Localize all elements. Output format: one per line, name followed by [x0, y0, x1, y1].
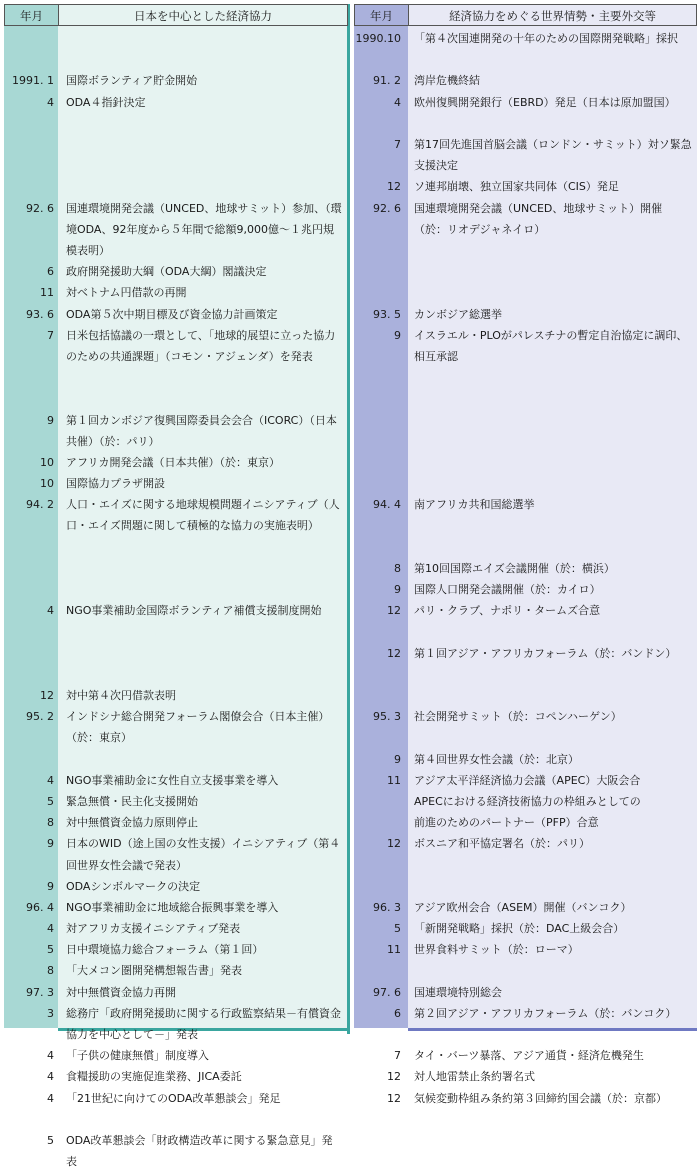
right-date-cell: 8 [394, 561, 401, 575]
left-event-cell: NGO事業補助金に地域総合振興事業を導入 [66, 900, 279, 914]
left-event-cell: 政府開発援助大綱（ODA大綱）閣議決定 [66, 265, 267, 279]
left-date-cell: 5 [47, 1134, 54, 1148]
left-event-cell: 総務庁「政府開発援助に関する行政監察結果－有償資金協力を中心として－」発表 [66, 1006, 341, 1042]
right-event-cell: パリ・クラブ、ナポリ・タームズ合意 [414, 604, 601, 618]
table-row [0, 410, 700, 452]
table-row [0, 261, 700, 282]
right-event-cell: 第１回アジア・アフリカフォーラム（於：バンドン） [414, 646, 677, 660]
table-row [0, 600, 700, 642]
left-event-cell: 対アフリカ支援イニシアティブ発表 [66, 922, 241, 936]
table-row [0, 770, 700, 791]
right-date-cell: 95. 3 [373, 710, 401, 724]
left-date-cell: 10 [40, 477, 54, 491]
left-event-cell: ODA４指針決定 [66, 95, 146, 109]
right-event-cell: 南アフリカ共和国総選挙 [414, 498, 535, 512]
table-row [0, 304, 700, 325]
left-event-cell: インドシナ総合開発フォーラム閣僚会合（日本主催）（於：東京） [66, 710, 330, 745]
left-event-cell: 対中無償資金協力原則停止 [66, 816, 198, 830]
right-event-cell: 欧州復興開発銀行（EBRD）発足（日本は原加盟国） [414, 95, 676, 109]
right-event-cell: 「第４次国連開発の十年のための国際開発戦略」採択 [414, 32, 678, 45]
right-date-cell: 93. 5 [373, 307, 401, 321]
left-event-cell: 「子供の健康無償」制度導入 [66, 1049, 209, 1063]
right-event-cell: 国連環境開発会議（UNCED、地球サミット）開催（於：リオデジャネイロ） [414, 201, 663, 236]
left-event-cell: 「大メコン圏開発構想報告書」発表 [66, 964, 242, 978]
table-row [0, 897, 700, 918]
right-event-cell: ソ連邦崩壊、独立国家共同体（CIS）発足 [414, 180, 619, 194]
table-row [0, 812, 700, 833]
right-date-cell: 7 [394, 137, 401, 151]
right-event-cell: 前進のためのパートナー（PFP）合意 [414, 816, 599, 830]
table-row [0, 685, 700, 706]
left-event-cell: 国際ボランティア貯金開始 [66, 74, 198, 88]
table-row [0, 473, 700, 494]
table-row [0, 749, 700, 770]
left-date-cell: 5 [47, 794, 54, 808]
right-date-cell: 94. 4 [373, 498, 401, 512]
right-date-cell: 7 [394, 1049, 401, 1063]
right-date-cell: 96. 3 [373, 900, 401, 914]
table-row [0, 876, 700, 897]
right-date-cell: 6 [394, 1006, 401, 1020]
right-event-cell: 気候変動枠組み条約第３回締約国会議（於：京都） [414, 1091, 667, 1105]
left-event-cell: 第１回カンボジア復興国際委員会会合（ICORC）（日本共催）（於：パリ） [66, 413, 337, 448]
left-event-cell: 食糧援助の実施促進業務、JICA委託 [66, 1070, 242, 1084]
left-event-cell: 人口・エイズに関する地球規模問題イニシアティブ（人口・エイズ問題に関して積極的な協力の実施表明） [66, 498, 340, 533]
right-date-cell: 12 [387, 837, 401, 851]
table-row [0, 176, 700, 197]
right-date-cell: 12 [387, 604, 401, 618]
right-event-cell: アジア太平洋経済協力会議（APEC）大阪会合 [414, 773, 641, 787]
left-date-cell: 1991. 1 [12, 74, 54, 88]
table-row [0, 1088, 700, 1130]
left-event-cell: NGO事業補助金に女性自立支援事業を導入 [66, 773, 279, 787]
table-row [0, 706, 700, 748]
table-row [0, 325, 700, 410]
left-date-cell: 94. 2 [26, 498, 54, 512]
right-date-cell: 12 [387, 180, 401, 194]
left-event-cell: アフリカ開発会議（日本共催）（於：東京） [66, 455, 280, 469]
left-date-cell: 7 [47, 328, 54, 342]
table-row [0, 70, 700, 91]
right-date-cell: 11 [387, 943, 401, 957]
right-event-cell: 社会開発サミット（於：コペンハーゲン） [414, 710, 622, 724]
left-date-cell: 96. 4 [26, 900, 54, 914]
right-event-cell: アジア欧州会合（ASEM）開催（バンコク） [414, 900, 632, 914]
table-row [0, 1066, 700, 1087]
left-event-cell: ODAシンボルマークの決定 [66, 879, 201, 893]
table-row [0, 643, 700, 685]
table-row [0, 918, 700, 939]
right-date-cell: 1990.10 [355, 32, 401, 45]
right-event-cell: 国際人口開発会議開催（於：カイロ） [414, 583, 601, 597]
left-event-cell: 「21世紀に向けてのODA改革懇談会」発足 [66, 1091, 281, 1105]
left-date-cell: 8 [47, 816, 54, 830]
left-date-cell: 4 [47, 95, 54, 109]
left-date-cell: 4 [47, 604, 54, 618]
right-event-cell: 第10回国際エイズ会議開催（於：横浜） [414, 561, 615, 575]
table-row [0, 92, 700, 134]
table-row [0, 960, 700, 981]
left-date-cell: 97. 3 [26, 985, 54, 999]
right-event-cell: 世界食料サミット（於：ローマ） [414, 943, 579, 957]
left-event-cell: 対中無償資金協力再開 [66, 985, 176, 999]
right-event-cell: イスラエル・PLOがパレスチナの暫定自治協定に調印、相互承認 [414, 328, 688, 363]
left-date-cell: 11 [40, 286, 54, 300]
left-event-cell: ODA第５次中期目標及び資金協力計画策定 [66, 307, 278, 321]
table-row [0, 1045, 700, 1066]
left-event-cell: 緊急無償・民主化支援開始 [66, 794, 198, 808]
left-date-cell: 92. 6 [26, 201, 54, 215]
right-event-cell: 「新開発戦略」採択（於：DAC上級会合） [414, 922, 625, 936]
right-event-cell: 対人地雷禁止条約署名式 [414, 1070, 535, 1084]
right-date-cell: 11 [387, 773, 401, 787]
left-event-cell: 日米包括協議の一環として、「地球的展望に立った協力のための共通課題」（コモン・アジェンダ）を発表 [66, 328, 336, 363]
left-event-cell: 国連環境開発会議（UNCED、地球サミット）参加、（環境ODA、92年度から５年間で総額9,000億～１兆円規模表明） [66, 201, 342, 257]
left-date-cell: 4 [47, 922, 54, 936]
right-date-cell: 4 [394, 95, 401, 109]
right-date-cell: 5 [394, 922, 401, 936]
table-row [0, 28, 700, 70]
right-event-cell: APECにおける経済技術協力の枠組みとしての [414, 794, 641, 808]
table-row [0, 1003, 700, 1045]
left-date-cell: 12 [40, 689, 54, 703]
left-event-cell: 対ベトナム円借款の再開 [66, 286, 187, 300]
table-row [0, 198, 700, 262]
table-row [0, 1130, 700, 1172]
right-date-cell: 12 [387, 1091, 401, 1105]
left-date-cell: 93. 6 [26, 307, 54, 321]
right-event-cell: カンボジア総選挙 [414, 307, 502, 321]
left-date-cell: 4 [47, 1091, 54, 1105]
right-event-cell: タイ・バーツ暴落、アジア通貨・経済危機発生 [414, 1049, 644, 1063]
left-event-cell: 日中環境協力総合フォーラム（第１回） [66, 943, 264, 957]
left-event-cell: 日本のWID（途上国の女性支援）イニシアティブ（第４回世界女性会議で発表） [66, 837, 341, 872]
table-row [0, 452, 700, 473]
left-date-cell: 4 [47, 1070, 54, 1084]
left-date-cell: 10 [40, 455, 54, 469]
table-row [0, 833, 700, 875]
right-date-cell: 9 [394, 752, 401, 766]
right-event-cell: 第２回アジア・アフリカフォーラム（於：バンコク） [414, 1006, 677, 1020]
right-date-cell: 91. 2 [373, 74, 401, 88]
right-event-cell: 湾岸危機終結 [414, 74, 480, 88]
right-date-cell: 97. 6 [373, 985, 401, 999]
right-event-cell: 第４回世界女性会議（於：北京） [414, 752, 579, 766]
left-event-cell: NGO事業補助金国際ボランティア補償支援制度開始 [66, 604, 322, 618]
right-event-cell: 第17回先進国首脳会議（ロンドン・サミット）対ソ緊急支援決定 [414, 137, 692, 173]
left-date-cell: 4 [47, 1049, 54, 1063]
right-event-cell: ボスニア和平協定署名（於：パリ） [414, 837, 590, 851]
right-event-cell: 国連環境特別総会 [414, 985, 502, 999]
table-row [0, 982, 700, 1003]
table-row [0, 579, 700, 600]
left-event-cell: ODA改革懇談会「財政構造改革に関する緊急意見」発表 [66, 1134, 333, 1169]
left-event-cell: 対中第４次円借款表明 [66, 689, 176, 703]
header-date-right: 年月 [354, 4, 409, 26]
header-title-right: 経済協力をめぐる世界情勢・主要外交等 [408, 4, 697, 26]
left-date-cell: 8 [47, 964, 54, 978]
left-date-cell: 9 [47, 879, 54, 893]
right-date-cell: 12 [387, 1070, 401, 1084]
table-row [0, 134, 700, 176]
left-date-cell: 9 [47, 413, 54, 427]
right-date-cell: 9 [394, 328, 401, 342]
left-date-cell: 9 [47, 837, 54, 851]
header-date-left: 年月 [4, 4, 59, 26]
left-date-cell: 95. 2 [26, 710, 54, 724]
left-date-cell: 3 [47, 1006, 54, 1020]
left-date-cell: 5 [47, 943, 54, 957]
right-date-cell: 9 [394, 583, 401, 597]
left-date-cell: 6 [47, 265, 54, 279]
right-date-cell: 92. 6 [373, 201, 401, 215]
table-row [0, 494, 700, 558]
left-date-cell: 4 [47, 773, 54, 787]
left-event-cell: 国際協力プラザ開設 [66, 477, 165, 491]
table-row [0, 282, 700, 303]
right-date-cell: 12 [387, 646, 401, 660]
table-row [0, 558, 700, 579]
table-row [0, 939, 700, 960]
table-row [0, 791, 700, 812]
header-title-left: 日本を中心とした経済協力 [58, 4, 348, 26]
timeline-table [0, 28, 700, 1172]
